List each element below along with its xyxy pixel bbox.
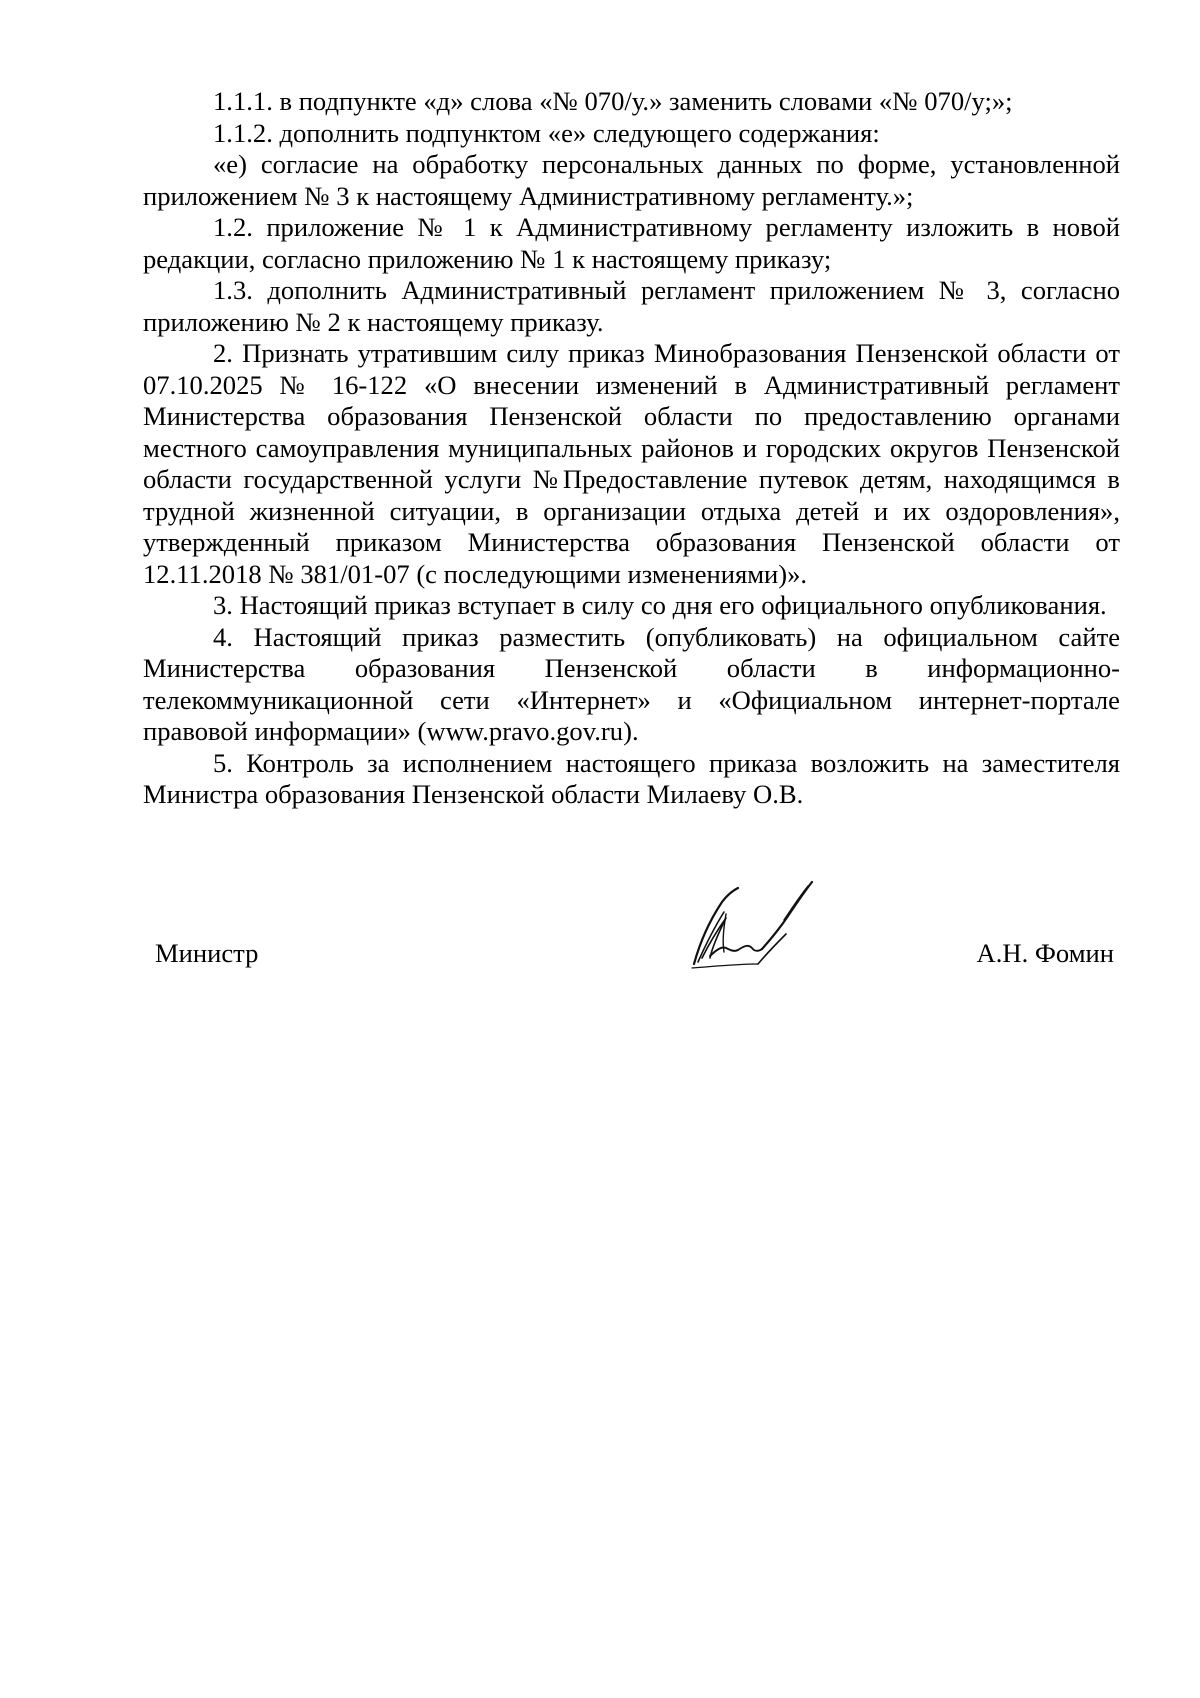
handwritten-signature <box>688 872 830 972</box>
document-body <box>143 86 1120 811</box>
signatory-name: А.Н. Фомин <box>976 938 1114 968</box>
paragraph-3: 3. Настоящий приказ вступает в силу со дня его официального опубликования. <box>213 590 1107 620</box>
paragraph-1-1-1: 1.1.1. в подпункте «д» слова «№ 070/у.» заменить словами «№ 070/у;»; <box>213 86 1013 116</box>
paragraph-e: «е) согласие на обработку персональных данных по форме, установленной приложением № 3 к настоящему Административному регламенту.»; <box>143 149 1120 211</box>
paragraph-2: 2. Признать утратившим силу приказ Минобразования Пензенской области от 07.10.2025 № 16-122 «О внесении изменений в Административный регламент Министерства образования Пензенской области по предоставлению органами местного самоуправления муниципальных районов и городских округов Пензенской области государственной услуги №Предоставление путевок детям, находящимся в трудной жизненной ситуации, в организации отдыха детей и их оздоровления», утвержденный приказом Министерства образования Пензенской области от 12.11.2018 № 381/01-07 (с последующими изменениями)». <box>143 338 1120 589</box>
paragraph-4: 4. Настоящий приказ разместить (опубликовать) на официальном сайте Министерства образования Пензенской области в информационно-телекоммуникационной сети «Интернет» и «Официальном интернет-портале правовой информации» (www.pravo.gov.ru). <box>143 621 1120 746</box>
paragraph-1-1-2: 1.1.2. дополнить подпунктом «е» следующего содержания: <box>213 117 880 148</box>
paragraph-1-2: 1.2. приложение № 1 к Административному регламенту изложить в новой редакции, согласно приложению № 1 к настоящему приказу; <box>143 212 1120 274</box>
signatory-position: Министр <box>155 938 259 968</box>
paragraph-5: 5. Контроль за исполнением настоящего приказа возложить на заместителя Министра образования Пензенской области Милаеву О.В. <box>143 747 1120 809</box>
signature-block <box>155 938 1120 978</box>
paragraph-1-3: 1.3. дополнить Административный регламент приложением № 3, согласно приложению № 2 к настоящему приказу. <box>143 275 1120 337</box>
